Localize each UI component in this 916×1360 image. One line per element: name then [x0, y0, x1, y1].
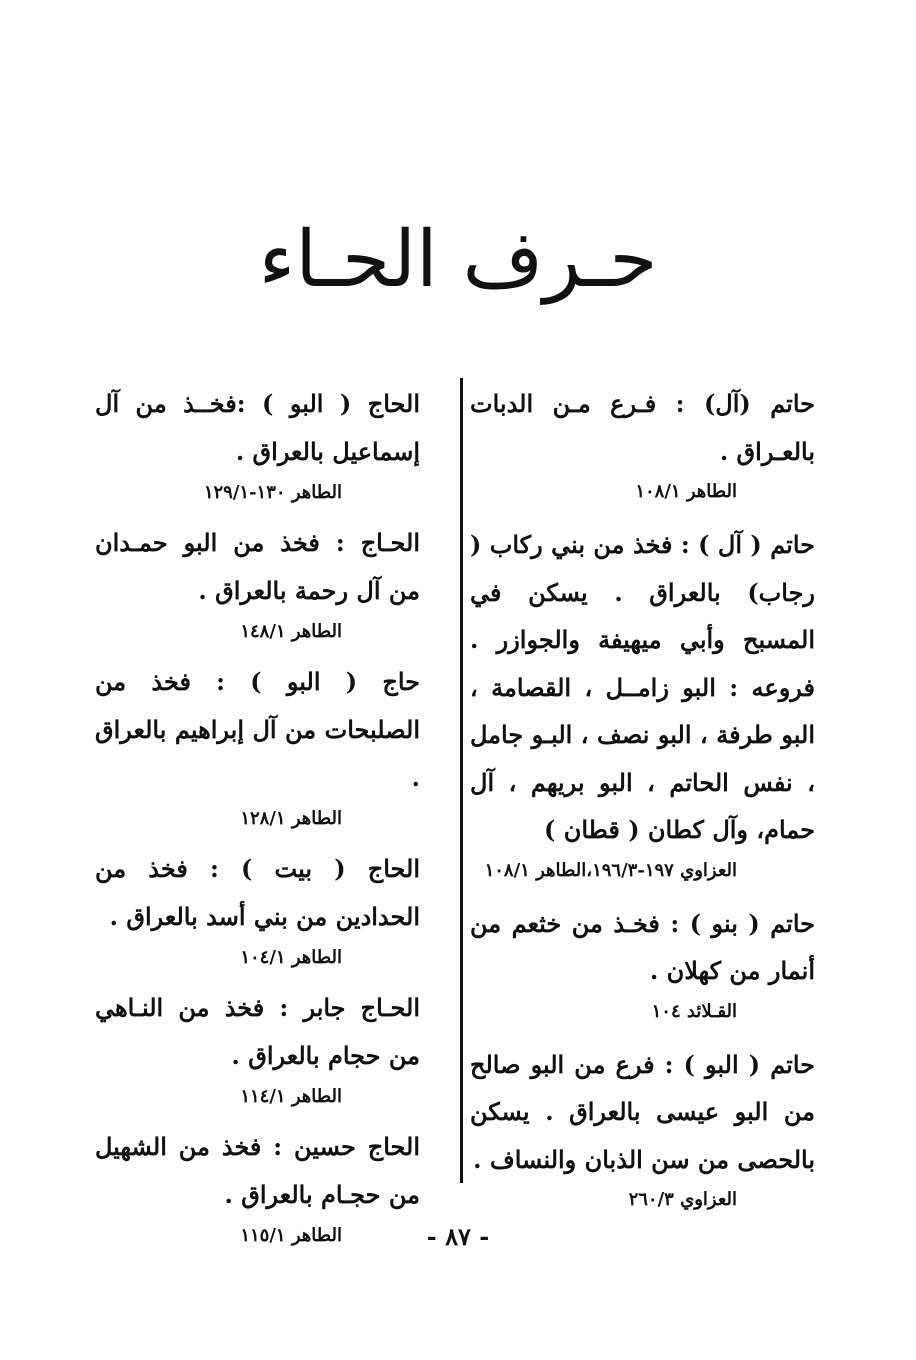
entry: [470, 380, 815, 509]
chapter-title: حـرف الحـاء: [258, 215, 658, 305]
entry-reference: الطاهر ١٣٠-١٢٩/١: [203, 482, 342, 503]
entry-text: الحـاج : فخذ من البو حمـدان من آل رحمة بالعراق .: [95, 528, 420, 605]
right-column: [470, 380, 815, 1229]
entry-text: حاتم (آل) : فـرع مـن الدبات بالعـراق .: [470, 389, 815, 466]
entry-text: الحاج حسين : فخذ من الشهيل من حجـام بالعراق .: [95, 1132, 420, 1209]
entry-reference: الطاهر ١١٤/١: [240, 1086, 342, 1107]
entry: [470, 1041, 815, 1218]
entry: [95, 519, 420, 649]
page-number: - ٨٧ -: [426, 1222, 490, 1251]
entry: [95, 380, 420, 510]
entry-reference: القـلائد ١٠٤: [651, 1000, 737, 1022]
entry-reference: الطاهر ١٠٤/١: [240, 947, 342, 968]
entry-text: الحاج ( بيت ) : فخذ من الحدادين من بني أسد بالعراق .: [95, 854, 420, 931]
entry-reference: الطاهر ١١٥/١: [240, 1225, 342, 1246]
entry: [95, 658, 420, 836]
entry-text: حاتم ( بنو ) : فخـذ من خثعم من أنمار من كهلان .: [470, 908, 815, 985]
column-divider: [460, 378, 463, 1183]
entry-text: حاتم ( البو ) : فرع من البو صالح من البو عيسى بالعراق . يسكن بالحصى من سن الذبان والنساف .: [470, 1049, 815, 1174]
entry: [95, 845, 420, 975]
entry-text: الحاج ( البو ) :فخــذ من آل إسماعيل بالعراق .: [95, 389, 420, 466]
entry-reference: العزاوي ١٩٧-١٩٦/٣،الطاهر ١٠٨/١: [484, 859, 737, 881]
left-column: [95, 380, 420, 1262]
entry-text: حاج ( البو ) : فخذ من الصلبحات من آل إبراهيم بالعراق .: [95, 667, 420, 792]
entry-reference: العزاوي ٢٦٠/٣: [628, 1189, 737, 1210]
entry-text: حاتم ( آل ) : فخذ من بني ركاب ( رجاب) بالعراق . يسكن في المسبح وأبي ميهيفة والجوازر . فروعه : البو زامــل ، القصامة ، البو طرفة ، البو نصف ، البـو جامل ، نفس الحاتم ، البو بريهم ، آل حمام، وآل كطان ( قطان ): [470, 530, 815, 844]
entry: [95, 984, 420, 1114]
entry-reference: الطاهر ١٠٨/١: [635, 481, 737, 502]
entry-text: الحـاج جابر : فخذ من النـاهي من حجام بالعراق .: [95, 993, 420, 1070]
entry-reference: الطاهر ١٤٨/١: [240, 621, 342, 642]
entry-reference: الطاهر ١٢٨/١: [240, 808, 342, 829]
entry: [470, 521, 815, 888]
entry: [470, 900, 815, 1029]
